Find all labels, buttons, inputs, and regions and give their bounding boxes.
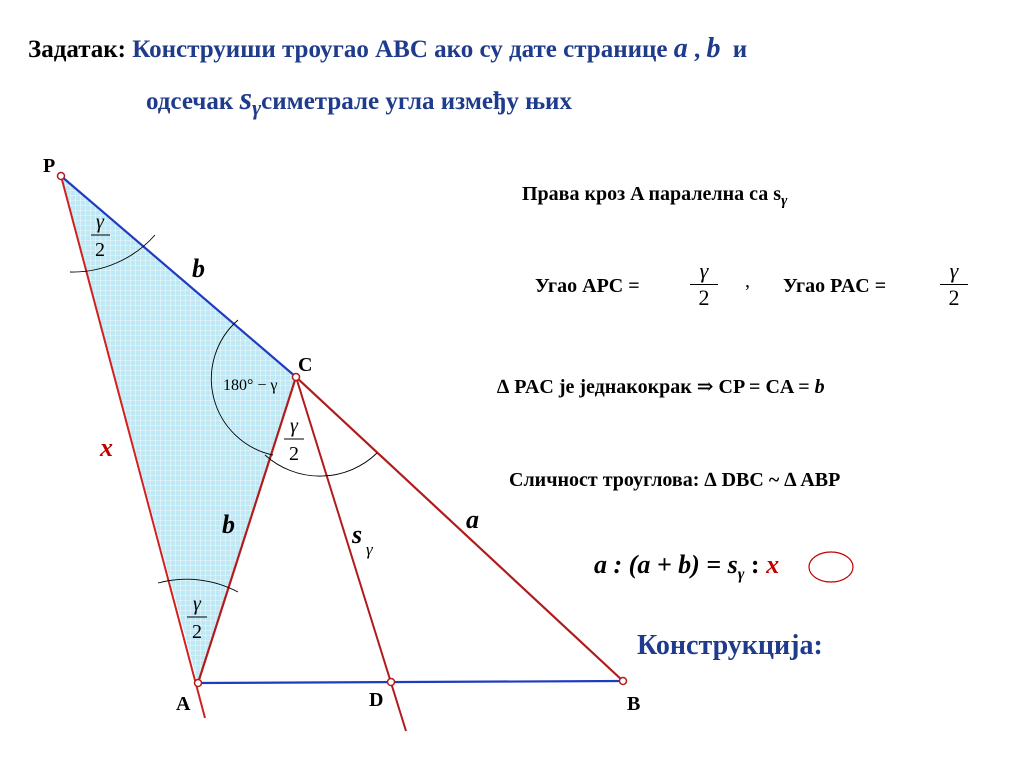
note-parallel: Права кроз A паралелна са $s_\gamma$: [522, 183, 788, 209]
gamma-symbol: γ: [252, 95, 262, 120]
svg-text:s: s: [352, 520, 363, 549]
construction-heading: Конструкција:: [637, 630, 823, 661]
task-bisector-text: симетрале угла између њих: [261, 88, 572, 115]
note-angle-apc: Угао APC =: [535, 275, 640, 297]
title-and: и: [732, 36, 748, 63]
note-similarity: Сличност троуглова: ∆ DBC ~ ∆ ABP: [509, 469, 841, 491]
svg-text:γ: γ: [193, 593, 201, 615]
fraction-pac: γ 2: [940, 260, 968, 309]
task-segment-word: одсечак: [146, 88, 234, 115]
title-comma: ,: [694, 36, 701, 63]
proportion-formula: a : $(a + b) = s_\gamma$ : x: [594, 550, 780, 584]
svg-text:2: 2: [192, 621, 202, 643]
point-b: [620, 678, 627, 685]
proportion-x: x: [766, 550, 780, 579]
side-label-x: x: [100, 433, 113, 462]
var-a: a: [673, 33, 688, 64]
point-p: [58, 173, 65, 180]
svg-text:γ: γ: [366, 540, 373, 559]
svg-text:2: 2: [289, 443, 299, 465]
side-label-a: a: [466, 505, 479, 534]
fraction-apc: γ 2: [690, 260, 718, 309]
note-separator: ,: [745, 270, 750, 292]
var-b: b: [706, 33, 721, 64]
side-label-s-gamma: [351, 520, 374, 559]
point-d: [388, 679, 395, 686]
label-b: B: [627, 693, 641, 715]
s-symbol: s: [239, 80, 253, 116]
side-label-b-bottom: b: [222, 510, 235, 539]
svg-text:γ: γ: [96, 211, 104, 233]
task-label: Задатак:: [28, 36, 127, 63]
svg-text:γ: γ: [290, 415, 298, 437]
point-a: [195, 680, 202, 687]
label-p: P: [43, 155, 56, 177]
bisector-cd: [296, 377, 406, 731]
segment-ab: [198, 681, 623, 683]
segment-cb: [296, 377, 623, 681]
angle-label-exterior: 180° − γ: [223, 377, 278, 394]
note-isosceles: ∆ PAC је једнакокрак ⇒ CP = CA = b: [497, 376, 825, 398]
svg-text:2: 2: [95, 239, 105, 261]
angle-label-c: [284, 415, 304, 465]
task-text: Конструиши троугао ABC ако су дате странице: [132, 36, 668, 63]
side-label-b-top: b: [192, 254, 205, 283]
label-c: C: [298, 354, 313, 376]
label-a: A: [176, 693, 191, 715]
note-angle-pac: Угао PAC =: [783, 275, 887, 297]
label-d: D: [369, 689, 384, 711]
